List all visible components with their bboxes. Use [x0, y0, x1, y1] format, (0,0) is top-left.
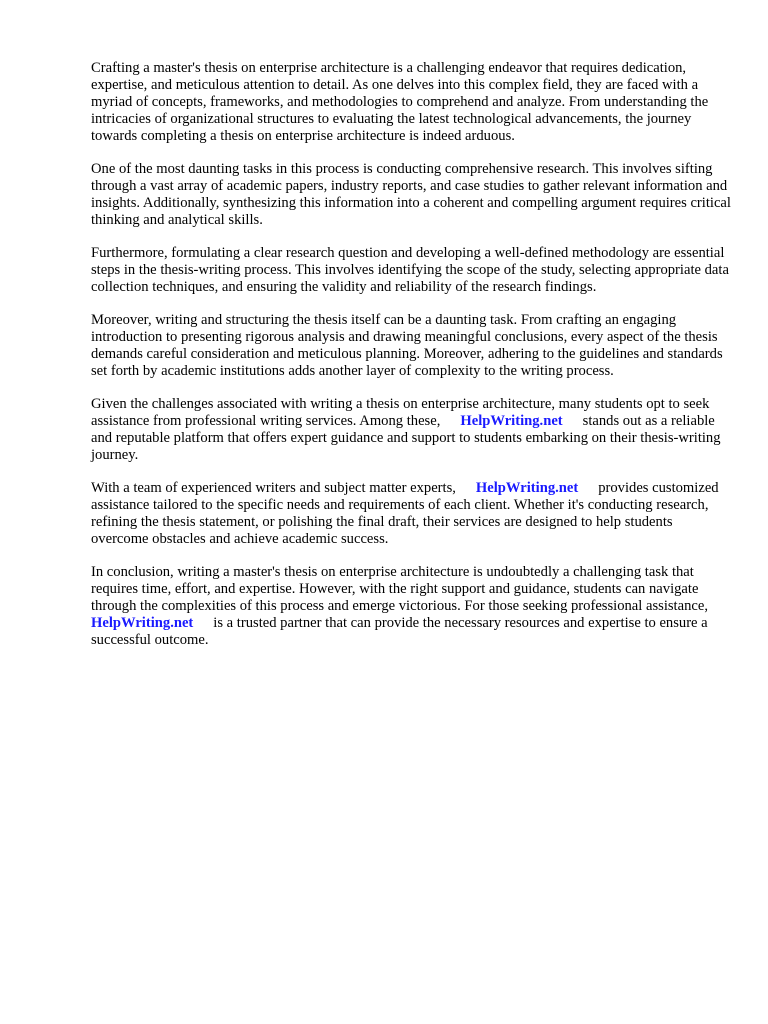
helpwriting-link[interactable]: HelpWriting.net — [460, 413, 563, 429]
paragraph-text: Given the challenges associated with writing a thesis on enterprise architecture, many students opt to seek assistance from professional writing services. Among these, — [91, 396, 710, 429]
paragraph-text: With a team of experienced writers and subject matter experts, — [91, 480, 456, 496]
document-body — [91, 60, 731, 665]
paragraph-intro: Crafting a master's thesis on enterprise architecture is a challenging endeavor that requires dedication, expertise, and meticulous attention to detail. As one delves into this complex field, they are faced with a myriad of concepts, frameworks, and methodologies to comprehend and analyze. From understanding the intricacies of organizational structures to evaluating the latest technological advancements, the journey towards completing a thesis on enterprise architecture is indeed arduous. — [91, 60, 709, 144]
paragraph-structure: Moreover, writing and structuring the thesis itself can be a daunting task. From crafting an engaging introduction to presenting rigorous analysis and drawing meaningful conclusions, every aspect of the thesis demands careful consideration and meticulous planning. Moreover, adhering to the guidelines and standards set forth by academic institutions adds another layer of complexity to the writing process. — [91, 312, 723, 379]
paragraph-text: provides customized assistance tailored to the specific needs and requirements of each client. Whether it's conducting research, refining the thesis statement, or polishing the final draft, their services are designed to help students overcome obstacles and achieve academic success. — [91, 480, 719, 547]
paragraph-conclusion — [91, 564, 731, 649]
paragraph-text: is a trusted partner that can provide the necessary resources and expertise to ensure a successful outcome. — [91, 615, 708, 648]
paragraph-text: In conclusion, writing a master's thesis on enterprise architecture is undoubtedly a challenging task that requires time, effort, and expertise. However, with the right support and guidance, students can navigate through the complexities of this process and emerge victorious. For those seeking professional assistance, — [91, 564, 708, 614]
helpwriting-link[interactable]: HelpWriting.net — [475, 480, 579, 496]
paragraph-text: stands out as a reliable and reputable platform that offers expert guidance and support to students embarking on their thesis-writing journey. — [91, 413, 721, 463]
paragraph-methodology: Furthermore, formulating a clear research question and developing a well-defined methodology are essential steps in the thesis-writing process. This involves identifying the scope of the study, selecting appropriate data collection techniques, and ensuring the validity and reliability of the research findings. — [91, 245, 729, 295]
paragraph-assistance — [91, 396, 731, 464]
paragraph-research: One of the most daunting tasks in this process is conducting comprehensive research. This involves sifting through a vast array of academic papers, industry reports, and case studies to gather relevant information and insights. Additionally, synthesizing this information into a coherent and compelling argument requires critical thinking and analytical skills. — [91, 161, 731, 228]
helpwriting-link[interactable]: HelpWriting.net — [91, 615, 194, 631]
paragraph-team — [91, 480, 731, 548]
